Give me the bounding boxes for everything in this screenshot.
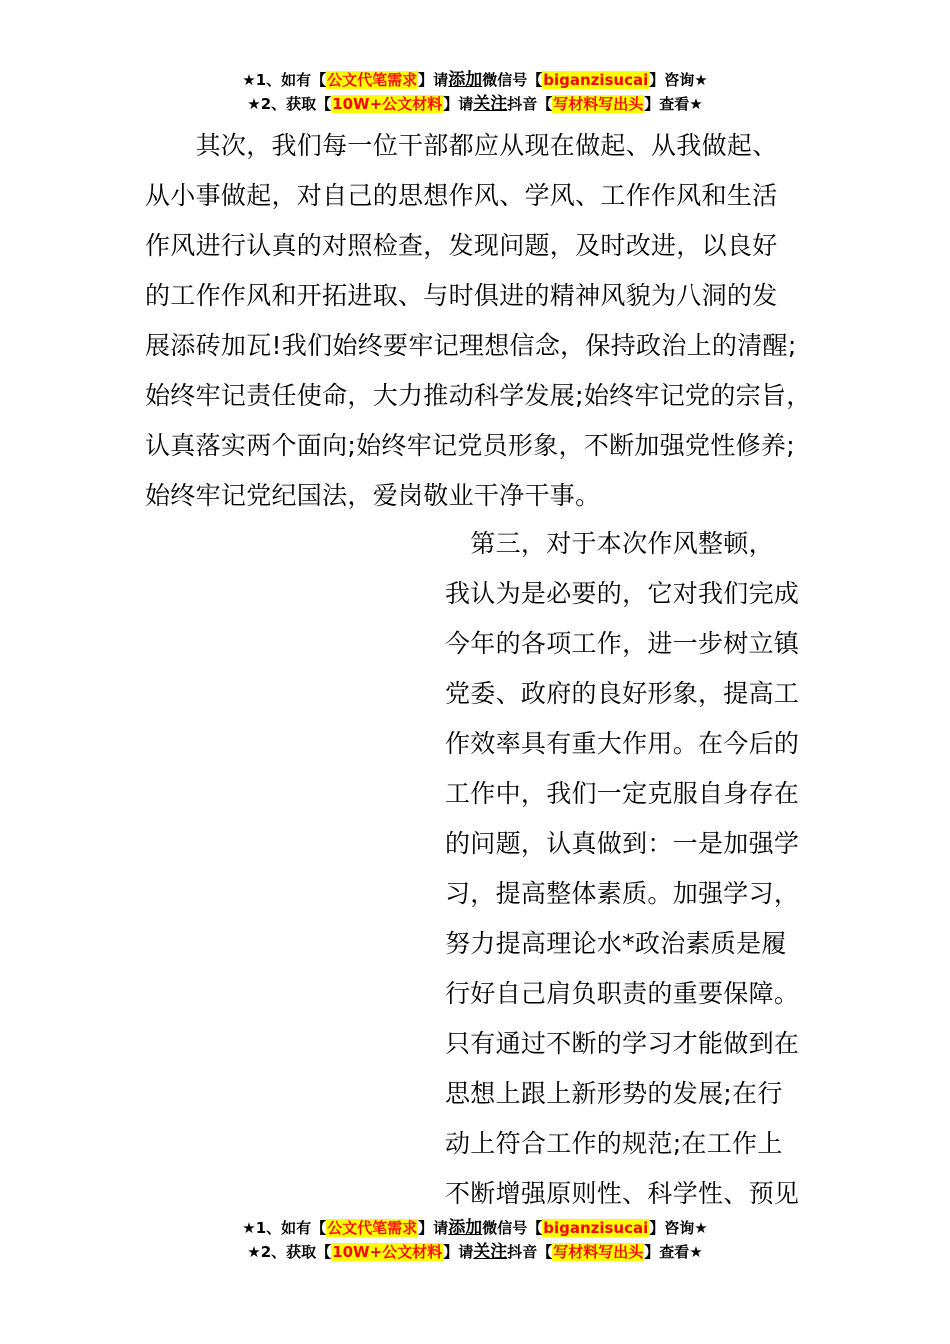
banner-line-2 xyxy=(0,1240,950,1264)
paragraph-line: 党委、政府的良好形象，提高工 xyxy=(445,679,800,708)
highlight-service: 公文代笔需求 xyxy=(327,1219,418,1237)
banner-text: ★2、获取【 xyxy=(247,95,332,113)
paragraph-line: 认真落实两个面向;始终牢记党员形象，不断加强党性修养; xyxy=(145,431,795,460)
paragraph-line: 思想上跟上新形势的发展;在行 xyxy=(445,1079,783,1108)
paragraph-line: 不断增强原则性、科学性、预见 xyxy=(445,1179,800,1208)
paragraph-line: 始终牢记党纪国法，爱岗敬业干净干事。 xyxy=(145,481,601,510)
banner-text: 微信号【 xyxy=(482,1219,543,1237)
banner-underlined-text: 关注 xyxy=(473,94,508,114)
highlight-service: 公文代笔需求 xyxy=(327,71,418,89)
paragraph-1 xyxy=(145,121,812,521)
paragraph-line: 习，提高整体素质。加强学习， xyxy=(445,879,800,908)
banner-text: ★2、获取【 xyxy=(247,1243,332,1261)
highlight-douyin-account: 写材料写出头 xyxy=(553,1243,644,1261)
banner-text: 】查看★ xyxy=(644,1243,703,1261)
paragraph-line: 动上符合工作的规范;在工作上 xyxy=(445,1129,783,1158)
banner-text: 抖音【 xyxy=(507,1243,553,1261)
banner-underlined-text: 添加 xyxy=(448,70,483,90)
paragraph-line: 只有通过不断的学习才能做到在 xyxy=(445,1029,800,1058)
highlight-douyin-account: 写材料写出头 xyxy=(553,95,644,113)
paragraph-line: 的问题，认真做到：一是加强学 xyxy=(445,829,800,858)
highlight-materials: 10W+公文材料 xyxy=(332,95,443,113)
header-banner xyxy=(0,68,950,116)
highlight-wechat-id: biganzisucai xyxy=(543,1219,649,1237)
paragraph-line: 我认为是必要的，它对我们完成 xyxy=(445,579,800,608)
banner-text: 】咨询★ xyxy=(649,71,708,89)
highlight-materials: 10W+公文材料 xyxy=(332,1243,443,1261)
paragraph-line: 今年的各项工作，进一步树立镇 xyxy=(445,629,800,658)
banner-text: 】咨询★ xyxy=(649,1219,708,1237)
banner-line-2 xyxy=(0,92,950,116)
paragraph-line: 第三，对于本次作风整顿， xyxy=(445,529,774,558)
banner-text: ★1、如有【 xyxy=(242,1219,327,1237)
banner-text: ★1、如有【 xyxy=(242,71,327,89)
paragraph-line: 工作中，我们一定克服自身存在 xyxy=(445,779,800,808)
paragraph-line: 始终牢记责任使命，大力推动科学发展;始终牢记党的宗旨， xyxy=(145,381,812,410)
banner-line-1 xyxy=(0,68,950,92)
paragraph-line: 从小事做起，对自己的思想作风、学风、工作作风和生活 xyxy=(145,181,778,210)
footer-banner xyxy=(0,1216,950,1264)
paragraph-line: 行好自己肩负职责的重要保障。 xyxy=(445,979,800,1008)
paragraph-line: 展添砖加瓦!我们始终要牢记理想信念，保持政治上的清醒; xyxy=(145,331,797,360)
highlight-wechat-id: biganzisucai xyxy=(543,71,649,89)
paragraph-line: 努力提高理论水*政治素质是履 xyxy=(445,929,787,958)
paragraph-2 xyxy=(445,519,799,1219)
banner-text: 】请 xyxy=(418,71,449,89)
paragraph-line: 其次，我们每一位干部都应从现在做起、从我做起、 xyxy=(145,131,778,160)
banner-text: 】请 xyxy=(443,95,474,113)
banner-underlined-text: 添加 xyxy=(448,1218,483,1238)
banner-text: 抖音【 xyxy=(507,95,553,113)
banner-text: 】查看★ xyxy=(644,95,703,113)
banner-underlined-text: 关注 xyxy=(473,1242,508,1262)
banner-text: 】请 xyxy=(443,1243,474,1261)
paragraph-line: 的工作作风和开拓进取、与时俱进的精神风貌为八洞的发 xyxy=(145,281,778,310)
banner-line-1 xyxy=(0,1216,950,1240)
banner-text: 】请 xyxy=(418,1219,449,1237)
banner-text: 微信号【 xyxy=(482,71,543,89)
paragraph-line: 作风进行认真的对照检查，发现问题，及时改进，以良好 xyxy=(145,231,778,260)
paragraph-line: 作效率具有重大作用。在今后的 xyxy=(445,729,800,758)
